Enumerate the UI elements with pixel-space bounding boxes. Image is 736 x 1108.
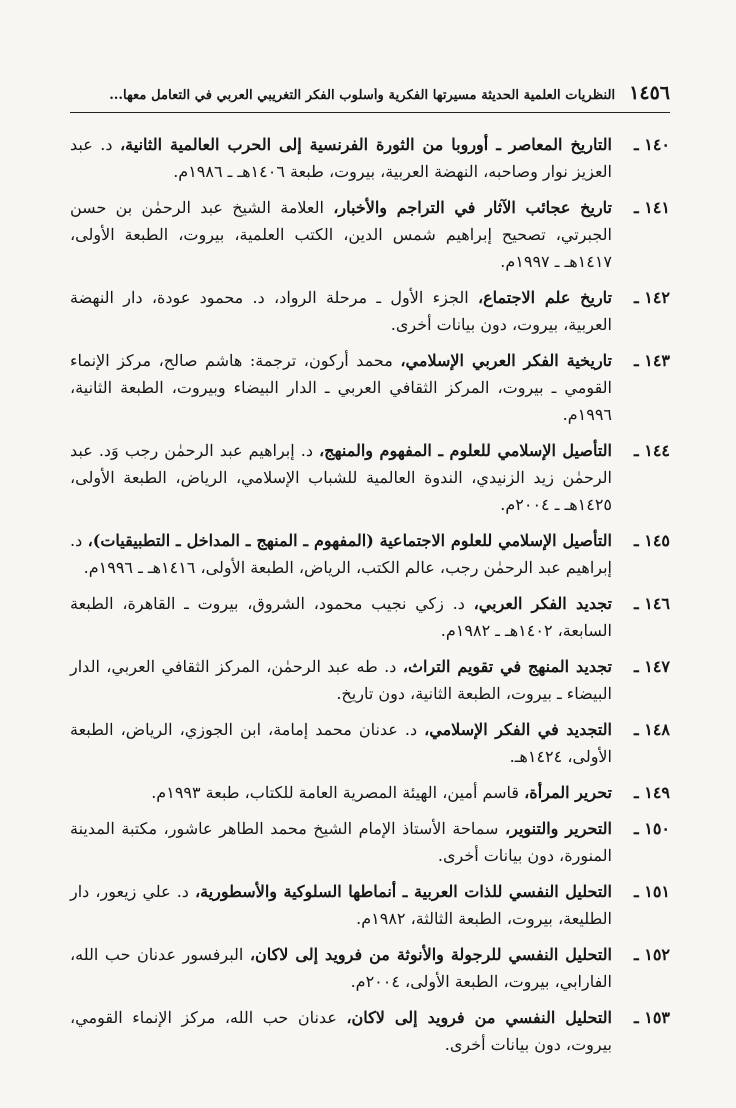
entry-details: د. زكي نجيب محمود، الشروق، بيروت ـ القاهرة، الطبعة السابعة، ١٤٠٢هـ ـ ١٩٨٢م. — [70, 594, 612, 640]
entry-details: قاسم أمين، الهيئة المصرية العامة للكتاب، طبعة ١٩٩٣م. — [151, 783, 525, 802]
entry-details: د. إبراهيم عبد الرحمٰن رجب وَد. عبد الرحمٰن زيد الزنيدي، الندوة العالمية للشباب الإسلامي، الرياض، الطبعة الأولى، ١٤٢٥هـ ـ ٢٠٠٤م. — [70, 441, 613, 514]
entry-title: التأصيل الإسلامي للعلوم الاجتماعية (المفهوم ـ المنهج ـ المداخل ـ التطبيقيات)، — [87, 531, 612, 550]
entry-number: ١٤١ ـ — [633, 198, 670, 217]
bibliography-entry — [70, 347, 670, 428]
entry-text — [70, 779, 612, 806]
entry-text — [70, 941, 612, 995]
entry-number: ١٤٦ ـ — [633, 594, 670, 613]
bibliography-entry — [70, 878, 670, 932]
entry-text — [70, 590, 612, 644]
entry-number: ١٥٢ ـ — [633, 945, 670, 964]
bibliography-page — [70, 82, 670, 1067]
entry-title: التجديد في الفكر الإسلامي، — [424, 720, 613, 739]
entry-text — [70, 716, 612, 770]
bibliography-entry — [70, 437, 670, 518]
entry-details: د. طه عبد الرحمٰن، المركز الثقافي العربي، الدار البيضاء ـ بيروت، الطبعة الثانية، دون تاريخ. — [70, 657, 612, 703]
entry-details: د. علي زيعور، دار الطليعة، بيروت، الطبعة الثالثة، ١٩٨٢م. — [70, 882, 612, 928]
bibliography-entry — [70, 653, 670, 707]
bibliography-entry — [70, 590, 670, 644]
entry-text — [70, 347, 612, 428]
bibliography-entry — [70, 284, 670, 338]
entry-details: محمد أركون، ترجمة: هاشم صالح، مركز الإنماء القومي ـ بيروت، المركز الثقافي العربي ـ الدار البيضاء وبيروت، الطبعة الثانية، ١٩٩٦م. — [70, 351, 612, 424]
entry-details: البرفسور عدنان حب الله، الفارابي، بيروت، الطبعة الأولى، ٢٠٠٤م. — [70, 945, 612, 991]
entry-title: تجديد الفكر العربي، — [473, 594, 612, 613]
entry-details: عدنان حب الله، مركز الإنماء القومي، بيروت، دون بيانات أخرى. — [70, 1008, 612, 1054]
page-header — [70, 82, 670, 113]
entry-text — [70, 653, 612, 707]
entry-text — [70, 878, 612, 932]
entry-number: ١٥١ ـ — [633, 882, 670, 901]
page-number: ١٤٥٦ — [629, 82, 670, 104]
entry-number: ١٤٧ ـ — [633, 657, 670, 676]
entry-number: ١٤٤ ـ — [633, 441, 670, 460]
entry-title: التحليل النفسي للرجولة والأنوثة من فرويد إلى لاكان، — [249, 945, 613, 964]
entry-title: تاريخية الفكر العربي الإسلامي، — [400, 351, 613, 370]
entry-title: تاريخ علم الاجتماع، — [477, 288, 613, 307]
entry-title: تجديد المنهج في تقويم التراث، — [402, 657, 612, 676]
entry-number: ١٤٢ ـ — [633, 288, 670, 307]
bibliography-entry — [70, 527, 670, 581]
entry-details: الجزء الأول ـ مرحلة الرواد، د. محمود عودة، دار النهضة العربية، بيروت، دون بيانات أخرى. — [70, 288, 612, 334]
entry-text — [70, 131, 612, 185]
entry-number: ١٤٣ ـ — [633, 351, 670, 370]
bibliography-entry — [70, 1004, 670, 1058]
entry-number: ١٥٣ ـ — [633, 1008, 670, 1027]
entry-number: ١٤٩ ـ — [633, 783, 670, 802]
entry-number: ١٤٠ ـ — [633, 135, 670, 154]
entry-details: د. عبد العزيز نوار وصاحبه، النهضة العربية، بيروت، طبعة ١٤٠٦هـ ـ ١٩٨٦م. — [70, 135, 612, 181]
entry-number: ١٤٨ ـ — [633, 720, 670, 739]
entry-title: تاريخ عجائب الآثار في التراجم والأخبار، — [333, 198, 613, 217]
entry-details: العلامة الشيخ عبد الرحمٰن بن حسن الجبرتي، تصحيح إبراهيم شمس الدين، الكتب العلمية، بيروت، الطبعة الأولى، ١٤١٧هـ ـ ١٩٩٧م. — [70, 198, 612, 271]
bibliography-entry — [70, 815, 670, 869]
bibliography-entry — [70, 941, 670, 995]
entry-number: ١٥٠ ـ — [633, 819, 670, 838]
entry-title: تحرير المرأة، — [524, 783, 612, 802]
entry-text — [70, 815, 612, 869]
entry-details: سماحة الأستاذ الإمام الشيخ محمد الطاهر عاشور، مكتبة المدينة المنورة، دون بيانات أخرى. — [70, 819, 612, 865]
bibliography-list — [70, 131, 670, 1058]
running-head: النظريات العلمية الحديثة مسيرتها الفكرية وأسلوب الفكر التغريبي العربي في التعامل معها... — [109, 88, 616, 103]
entry-title: التحليل النفسي من فرويد إلى لاكان، — [346, 1008, 612, 1027]
entry-text — [70, 527, 612, 581]
entry-text — [70, 1004, 612, 1058]
entry-title: التحليل النفسي للذات العربية ـ أنماطها السلوكية والأسطورية، — [194, 882, 612, 901]
bibliography-entry — [70, 131, 670, 185]
entry-text — [70, 194, 612, 275]
bibliography-entry — [70, 779, 670, 806]
entry-text — [70, 437, 612, 518]
bibliography-entry — [70, 716, 670, 770]
entry-details: د. إبراهيم عبد الرحمٰن رجب، عالم الكتب، الرياض، الطبعة الأولى، ١٤١٦هـ ـ ١٩٩٦م. — [70, 531, 612, 577]
entry-text — [70, 284, 612, 338]
entry-title: التاريخ المعاصر ـ أوروبا من الثورة الفرنسية إلى الحرب العالمية الثانية، — [120, 135, 612, 154]
bibliography-entry — [70, 194, 670, 275]
entry-title: التحرير والتنوير، — [504, 819, 612, 838]
entry-details: د. عدنان محمد إمامة، ابن الجوزي، الرياض، الطبعة الأولى، ١٤٢٤هـ. — [70, 720, 612, 766]
entry-number: ١٤٥ ـ — [633, 531, 670, 550]
entry-title: التأصيل الإسلامي للعلوم ـ المفهوم والمنهج، — [319, 441, 612, 460]
